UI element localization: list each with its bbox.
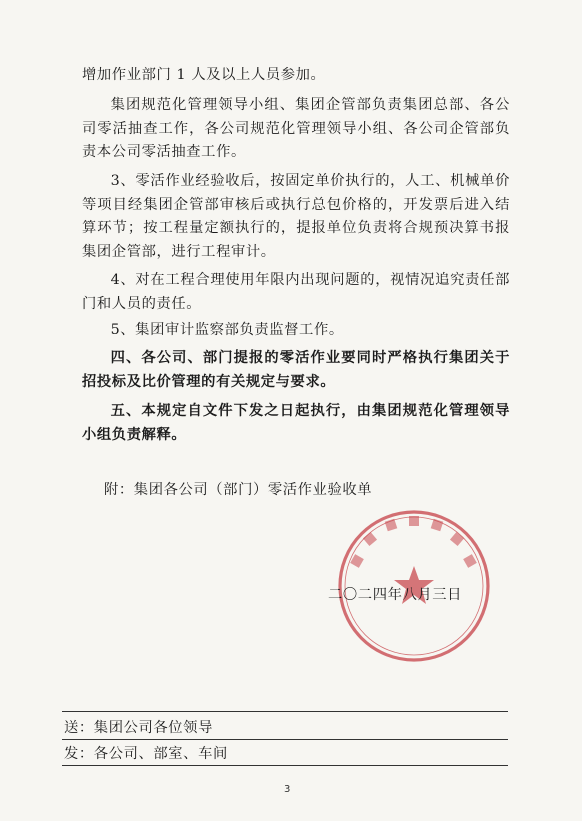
paragraph-item-3: 3、零活作业经验收后，按固定单价执行的，人工、机械单价等项目经集团企管部审核后或执行总包价格的，开发票后进入结算环节；按工程量定额执行的，提报单位负责将合规预决算书报集团企管部，进行工程审计。: [82, 173, 510, 260]
paragraph-item-4: 4、对在工程合理使用年限内出现问题的，视情况追究责任部门和人员的责任。: [82, 272, 510, 312]
paragraph-inspection-duty: 集团规范化管理领导小组、集团企管部负责集团总部、各公司零活抽查工作，各公司规范化管理领导小组、各公司企管部负责本公司零活抽查工作。: [82, 97, 510, 160]
paragraph-section-4: 四、各公司、部门提报的零活作业要同时严格执行集团关于招投标及比价管理的有关规定与要求。: [82, 350, 510, 390]
document-date: 二〇二四年八月三日: [328, 587, 463, 603]
paragraph-section-5: 五、本规定自文件下发之日起执行，由集团规范化管理领导小组负责解释。: [82, 403, 510, 443]
distribution-rule-top: [62, 711, 508, 712]
paragraph-continuation: 增加作业部门 1 人及以上人员参加。: [82, 67, 326, 83]
send-to-line: 送：集团公司各位领导: [64, 720, 213, 736]
distribution-rule-middle: [62, 739, 508, 740]
page-number: 3: [284, 784, 291, 795]
paragraph-item-5: 5、集团审计监察部负责监督工作。: [110, 322, 344, 338]
copy-to-line: 发：各公司、部室、车间: [64, 746, 228, 762]
distribution-rule-bottom: [62, 765, 508, 766]
attachment-line: 附：集团各公司（部门）零活作业验收单: [104, 482, 373, 498]
